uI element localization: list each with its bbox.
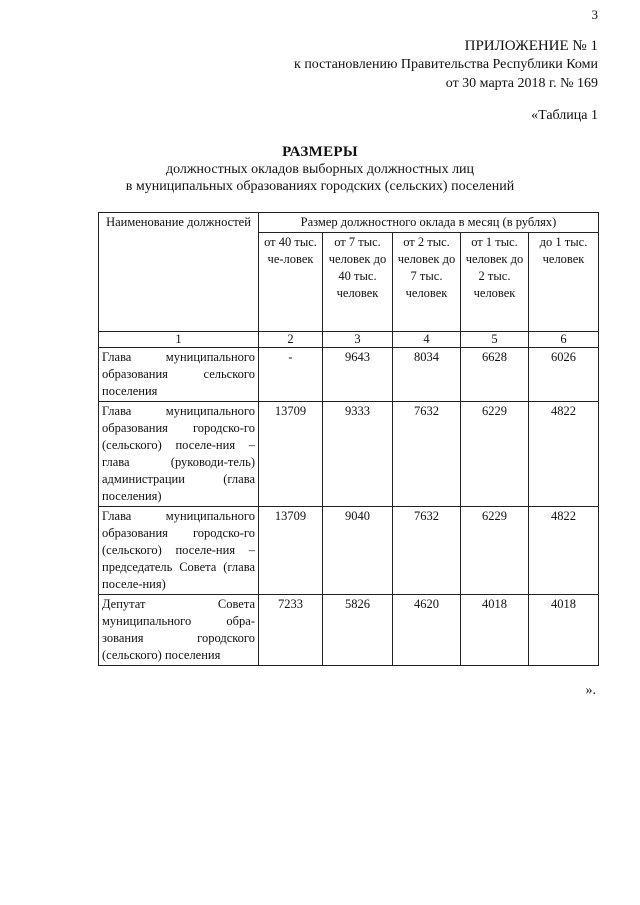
column-number: 2 [259,332,323,348]
header-population-column: от 40 тыс. че-ловек [259,233,323,332]
table-header-row [99,213,599,233]
column-number: 1 [99,332,259,348]
document-title: РАЗМЕРЫ [282,144,358,160]
salary-cell: 5826 [323,595,393,666]
position-name-cell: Депутат Совета муниципального обра-зования городского (сельского) поселения [99,595,259,666]
header-population-column: от 2 тыс. человек до 7 тыс. человек [393,233,461,332]
salary-cell: 9333 [323,402,393,507]
salary-cell: 4620 [393,595,461,666]
salary-cell: 7632 [393,507,461,595]
salary-cell: - [259,348,323,402]
table-row [99,595,599,666]
salary-cell: 4822 [529,507,599,595]
table-row [99,402,599,507]
column-number: 6 [529,332,599,348]
salary-cell: 6229 [461,507,529,595]
salary-cell: 8034 [393,348,461,402]
appendix-date-line: от 30 марта 2018 г. № 169 [445,76,598,91]
table-row [99,507,599,595]
table-row [99,348,599,402]
column-number-row [99,332,599,348]
salary-cell: 7233 [259,595,323,666]
appendix-resolution-line: к постановлению Правительства Республики Коми [294,57,598,72]
salary-cell: 9643 [323,348,393,402]
salary-table [98,212,599,666]
salary-cell: 6026 [529,348,599,402]
header-population-column: от 1 тыс. человек до 2 тыс. человек [461,233,529,332]
salary-cell: 13709 [259,507,323,595]
position-name-cell: Глава муниципального образования городско-го (сельского) поселе-ния – председатель Совета (глава поселе-ния) [99,507,259,595]
document-subtitle-line2: в муниципальных образованиях городских (сельских) поселений [125,179,515,194]
document-subtitle-line1: должностных окладов выборных должностных лиц [165,162,475,177]
salary-cell: 6628 [461,348,529,402]
position-name-cell: Глава муниципального образования сельского поселения [99,348,259,402]
salary-cell: 7632 [393,402,461,507]
header-position-name: Наименование должностей [99,213,259,332]
salary-cell: 6229 [461,402,529,507]
table-label: «Таблица 1 [531,108,598,123]
salary-cell: 13709 [259,402,323,507]
page-number: 3 [591,7,598,22]
salary-cell: 4018 [529,595,599,666]
column-number: 4 [393,332,461,348]
appendix-title: ПРИЛОЖЕНИЕ № 1 [464,38,598,54]
closing-quote: ». [585,683,596,698]
header-population-column: до 1 тыс. человек [529,233,599,332]
header-population-column: от 7 тыс. человек до 40 тыс. человек [323,233,393,332]
column-number: 5 [461,332,529,348]
position-name-cell: Глава муниципального образования городско-го (сельского) поселе-ния – глава (руководи-тель) администрации (глава поселения) [99,402,259,507]
header-salary-group: Размер должностного оклада в месяц (в рублях) [259,213,599,233]
salary-cell: 4018 [461,595,529,666]
salary-cell: 4822 [529,402,599,507]
salary-cell: 9040 [323,507,393,595]
column-number: 3 [323,332,393,348]
